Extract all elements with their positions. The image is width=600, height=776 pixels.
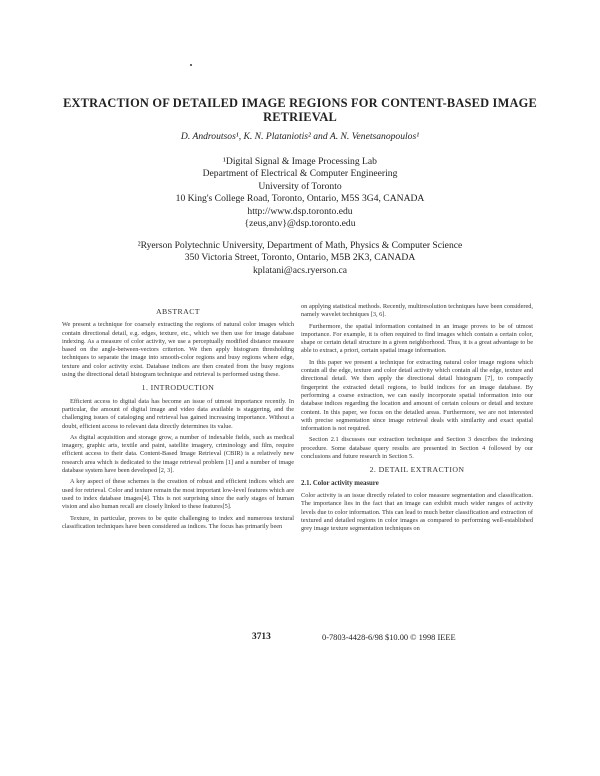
introduction-body — [62, 398, 294, 531]
copyright-line: 0-7803-4428-6/98 $10.00 © 1998 IEEE — [322, 633, 456, 642]
body-paragraph: As digital acquisition and storage grow, a number of indexable fields, such as medical imagery, graphic arts, textile and paint, satellite imagery, criminology and film, require efficient access to their data. Content-Based Image Retrieval (CBIR) is a relatively new research area which is dedicated to the image retrieval problem [1] and a number of image database system have been developed [2, 3]. — [62, 433, 294, 475]
section-heading-detail-extraction: 2. DETAIL EXTRACTION — [369, 465, 465, 475]
speck-mark — [190, 64, 192, 66]
body-paragraph: In this paper we present a technique for extracting natural color image regions which contain all the edge, texture and color detail activity which contain all the edge, texture and directional detail. We then apply the directional detail histogram [7], to compactly fingerprint the extracted detail regions, to build indices for an image database. By performing a coarse extraction, we can easily incorporate spatial information into our database indices regarding the location and amount of certain colours or detail and texture content. In this paper, we focus on the detailed areas. Furthermore, we are not interested with precise segmentation since image retrieval deals with similarity and exact spatial information is not required. — [301, 358, 533, 433]
affiliation-line: ²Ryerson Polytechnic University, Department of Math, Physics & Computer Science — [137, 240, 463, 251]
body-paragraph: on applying statistical methods. Recently, multiresolution techniques have been considered, namely wavelet techniques [3, 6]. — [301, 303, 533, 319]
body-paragraph: Efficient access to digital data has become an issue of utmost importance recently. In particular, the amount of digital image and video data available is staggering, and the challenging issues of cataloging and retrieval has gained increasing importance. Without a doubt, efficient access to relevant data directly determines its value. — [62, 397, 294, 430]
right-column — [301, 303, 533, 536]
affiliation-line: {zeus,anv}@dsp.toronto.edu — [244, 218, 356, 230]
section-heading-introduction: 1. INTRODUCTION — [141, 383, 215, 393]
affiliation-line: http://www.dsp.toronto.edu — [247, 205, 353, 217]
body-paragraph: Furthermore, the spatial information contained in an image proves to be of utmost importance. For example, it is often required to find images which contain a certain color, shape or certain detail structure in a given neighborhood. Thus, it is a great advantage to be able to extract, a priori, certain spatial image information. — [301, 322, 533, 355]
affiliation-line: University of Toronto — [258, 180, 342, 192]
affiliation-line: Department of Electrical & Computer Engineering — [202, 168, 398, 180]
subsection-paragraph: Color activity is an issue directly related to color measure segmentation and classification. The importance lies in the fact that an image can exhibit much wider ranges of activity levels due to color information. This can lead to much better classification and extraction of textured and detailed regions in color images as compared to performing well-established grey image texture segmentation techniques on — [301, 491, 533, 533]
abstract-heading: ABSTRACT — [156, 307, 200, 316]
body-paragraph: A key aspect of these schemes is the creation of robust and efficient indices which are used for retrieval. Color and texture remain the most important low-level features which are used to index database images[4]. This is not surprising since the early stages of human vision and also human recall are closely linked to these features[5]. — [62, 478, 294, 511]
left-column — [62, 303, 294, 534]
page-number: 3713 — [252, 632, 271, 642]
body-paragraph: Section 2.1 discusses our extraction technique and Section 3 describes the indexing procedure. Some database query results are presented in Section 4 followed by our conclusions and future research in Section 5. — [301, 436, 533, 461]
abstract-text: We present a technique for coarsely extracting the regions of natural color images which contain directional detail, e.g. edges, texture, etc., which we then use for image database indexing. As a measure of color activity, we use a perceptually modified distance measure based on the angle-between-vectors criterion. We then apply histogram thresholding techniques to separate the image into smooth-color regions and busy regions where edge, texture and color activity exist. Database indices are then created from the busy regions using the directional detail histogram technique and retrieval is performed using these. — [62, 321, 294, 379]
affiliation-block-2 — [60, 240, 540, 277]
subsection-heading-color-activity: 2.1. Color activity measure — [301, 479, 379, 487]
affiliation-line: ¹Digital Signal & Image Processing Lab — [223, 156, 377, 167]
affiliation-line: 350 Victoria Street, Toronto, Ontario, M5B 2K3, CANADA — [184, 252, 416, 264]
paper-title: EXTRACTION OF DETAILED IMAGE REGIONS FOR CONTENT-BASED IMAGE RETRIEVAL — [63, 96, 537, 124]
affiliation-line: 10 King's College Road, Toronto, Ontario, M5S 3G4, CANADA — [175, 193, 425, 205]
right-column-body — [301, 303, 533, 461]
affiliation-line: kplatani@acs.ryerson.ca — [252, 264, 348, 276]
body-paragraph: Texture, in particular, proves to be quite challenging to index and numerous textural classification techniques have been considered as indices. The focus has primarily been — [62, 514, 294, 530]
affiliation-block-1 — [60, 156, 540, 230]
author-list: D. Androutsos¹, K. N. Plataniotis² and A. N. Venetsanopoulos¹ — [180, 131, 420, 142]
